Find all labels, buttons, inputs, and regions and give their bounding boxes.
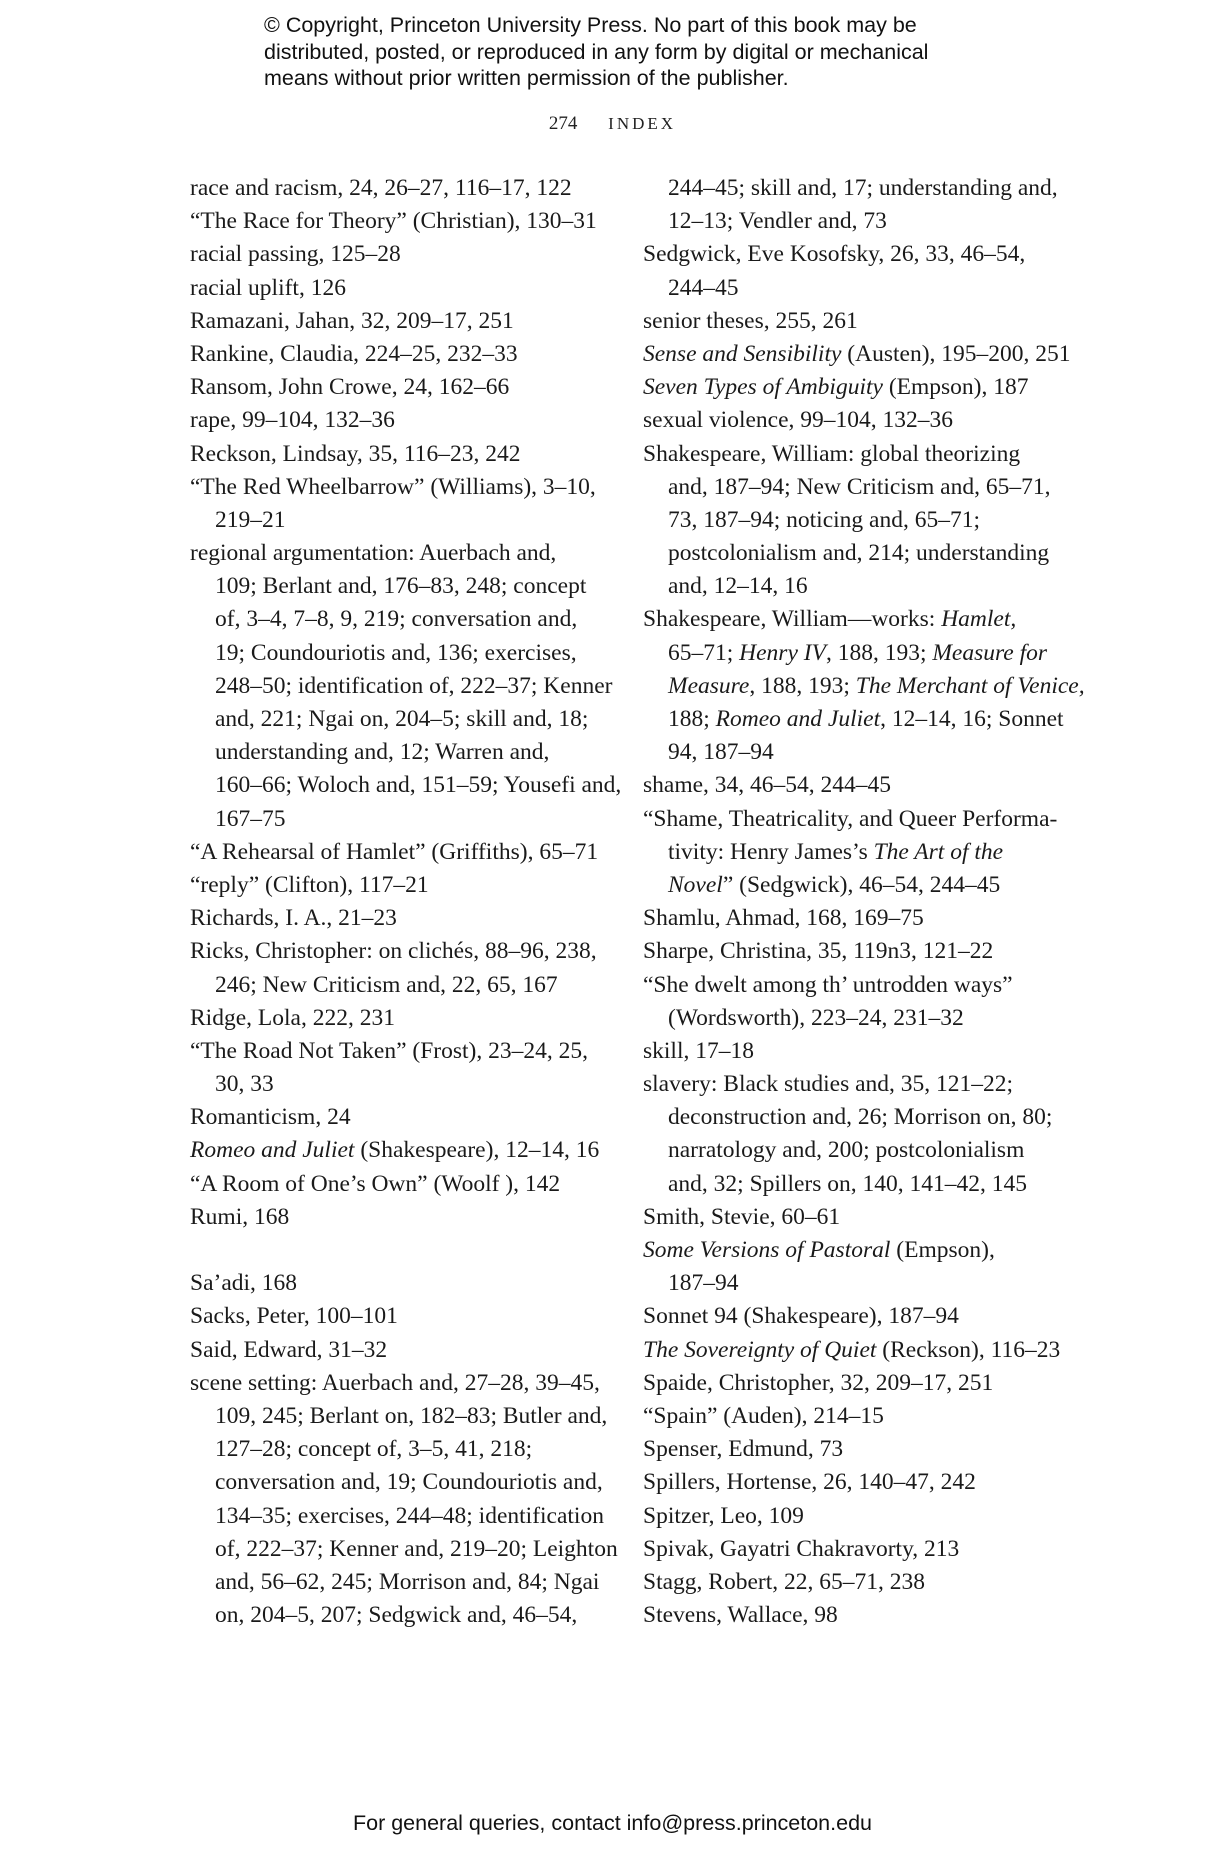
index-entry-text: slavery: Black studies and, 35, 121–22; (643, 1071, 1014, 1098)
index-entry-text: Spenser, Edmund, 73 (643, 1436, 844, 1463)
index-entry-text: “A Room of One’s Own” (Woolf ), 142 (190, 1170, 561, 1197)
index-title-italic: Seven Types of Ambiguity (643, 374, 883, 401)
index-entry-line (643, 1168, 1063, 1201)
index-column-right (643, 172, 1085, 1632)
page-number: 274 (548, 113, 578, 134)
index-entry-line (190, 1400, 620, 1433)
index-entry-text: of, 222–37; Kenner and, 219–20; Leighton (215, 1535, 618, 1562)
index-entry-text: Ransom, John Crowe, 24, 162–66 (190, 374, 510, 401)
index-entry-text: , 188, 193; (825, 639, 933, 666)
index-entry-line (190, 172, 620, 205)
index-entry-text: 187–94 (668, 1270, 739, 1297)
index-entry-line (190, 272, 620, 305)
index-entry-text: Rankine, Claudia, 224–25, 232–33 (190, 340, 518, 367)
index-entry-text: Ramazani, Jahan, 32, 209–17, 251 (190, 307, 514, 334)
index-entry-line (643, 1599, 1063, 1632)
index-entry-text: Rumi, 168 (190, 1203, 290, 1230)
index-entry-line (643, 338, 1071, 371)
index-entry-text: postcolonialism and, 214; understanding (668, 540, 1050, 567)
index-entry-line (643, 172, 1063, 205)
index-column-left (190, 172, 620, 1632)
index-entry-line (643, 371, 1063, 404)
index-entry-line (190, 1433, 620, 1466)
index-entry-line (643, 1533, 1063, 1566)
index-entry-text: (Empson), (890, 1237, 995, 1263)
index-entry-line (643, 836, 1063, 869)
index-entry-text: Smith, Stevie, 60–61 (643, 1203, 841, 1230)
index-entry-text: understanding and, 12; Warren and, (215, 739, 550, 766)
index-entry-line (190, 537, 620, 570)
index-entry-line (190, 1500, 620, 1533)
index-entry-text: and, 12–14, 16 (668, 573, 808, 600)
index-entry-line (190, 504, 620, 537)
index-entry-text: 219–21 (215, 506, 286, 533)
index-entry-line (643, 1300, 1063, 1333)
index-entry-text: and, 56–62, 245; Morrison and, 84; Ngai (215, 1568, 600, 1595)
index-entry-text: 188; (668, 706, 716, 732)
index-title-italic: Henry IV (739, 639, 826, 666)
index-entry-line (190, 438, 620, 471)
index-entry-text: (Reckson), 116–23 (876, 1336, 1061, 1363)
index-entry-line (190, 969, 620, 1002)
index-entry-line (643, 438, 1063, 471)
index-entry-text: Sedgwick, Eve Kosofsky, 26, 33, 46–54, (643, 241, 1026, 268)
index-entry-text: tivity: Henry James’s (668, 838, 874, 865)
copyright-notice (264, 12, 1024, 92)
index-entry-text: “Shame, Theatricality, and Queer Performa- (643, 805, 1058, 832)
index-entry-line (190, 570, 620, 603)
index-entry-line (190, 1101, 620, 1134)
index-entry-text: Stevens, Wallace, 98 (643, 1602, 838, 1629)
index-entry-text: and, 187–94; New Criticism and, 65–71, (668, 473, 1051, 500)
index-entry-text: regional argumentation: Auerbach and, (190, 540, 557, 567)
index-entry-text: racial uplift, 126 (190, 274, 346, 301)
index-entry-text: 94, 187–94 (668, 739, 774, 766)
footer-contact: For general queries, contact info@press.princeton.edu (352, 1811, 872, 1835)
index-entry-text: “The Red Wheelbarrow” (Williams), 3–10, (190, 473, 596, 500)
index-title-italic: Sense and Sensibility (643, 340, 842, 367)
index-entry-line (190, 471, 620, 504)
index-entry-line (643, 969, 1063, 1002)
index-entry-text: narratology and, 200; postcolonialism (668, 1137, 1025, 1164)
index-entry-text: Spivak, Gayatri Chakravorty, 213 (643, 1535, 960, 1562)
index-entry-line (190, 703, 620, 736)
index-entry-text: ” (Sedgwick), 46–54, 244–45 (722, 871, 1001, 898)
index-entry-text: on, 204–5, 207; Sedgwick and, 46–54, (215, 1602, 578, 1629)
index-entry-line (643, 1400, 1063, 1433)
index-entry-line (643, 769, 1063, 802)
index-title-italic: The Merchant of Venice, (855, 672, 1085, 699)
index-entry-line (643, 1267, 1063, 1300)
index-entry-text: Shamlu, Ahmad, 168, 169–75 (643, 905, 924, 932)
index-entry-line (190, 1035, 620, 1068)
index-entry-line (190, 1300, 620, 1333)
index-entry-text: Sonnet 94 (Shakespeare), 187–94 (643, 1303, 959, 1330)
index-entry-line (190, 371, 620, 404)
index-entry-line (190, 238, 620, 271)
index-title-italic: Romeo and Juliet (715, 706, 881, 732)
running-head (0, 113, 1225, 135)
index-entry-line (643, 305, 1063, 338)
index-entry-line (190, 869, 620, 902)
index-entry-text: (Empson), 187 (882, 374, 1029, 401)
index-entry-text: Reckson, Lindsay, 35, 116–23, 242 (190, 440, 521, 467)
index-entry-line (643, 803, 1063, 836)
index-entry-line (643, 1433, 1063, 1466)
index-entry-line (643, 603, 1063, 636)
index-entry-text: skill, 17–18 (643, 1037, 754, 1064)
index-entry-line (643, 272, 1063, 305)
index-entry-text: Sacks, Peter, 100–101 (190, 1303, 398, 1330)
index-entry-text: Richards, I. A., 21–23 (190, 905, 397, 932)
index-entry-text: 109; Berlant and, 176–83, 248; concept (215, 573, 587, 600)
index-entry-text: (Shakespeare), 12–14, 16 (354, 1137, 600, 1164)
index-title-italic: Novel (668, 871, 723, 898)
index-entry-line (643, 1500, 1063, 1533)
index-entry-line (643, 1068, 1063, 1101)
index-entry-line (190, 1367, 620, 1400)
index-entry-text: 19; Coundouriotis and, 136; exercises, (215, 639, 577, 666)
index-entry-text: 244–45 (668, 274, 739, 301)
index-entry-text: senior theses, 255, 261 (643, 307, 858, 334)
index-entry-line (190, 1267, 620, 1300)
index-entry-line (643, 1101, 1063, 1134)
index-entry-text: conversation and, 19; Coundouriotis and, (215, 1469, 603, 1496)
index-entry-line (643, 1234, 1063, 1267)
index-entry-line (643, 1466, 1063, 1499)
index-entry-text: 65–71; (668, 639, 740, 666)
index-entry-line (643, 902, 1063, 935)
index-entry-text: rape, 99–104, 132–36 (190, 407, 395, 434)
index-entry-text: “reply” (Clifton), 117–21 (190, 871, 429, 898)
index-entry-text: Sa’adi, 168 (190, 1270, 298, 1297)
index-entry-text: Shakespeare, William: global theorizing (643, 440, 1021, 467)
index-entry-line (190, 1566, 620, 1599)
index-entry-text: Ricks, Christopher: on clichés, 88–96, 238, (190, 938, 597, 965)
index-entry-text: “She dwelt among th’ untrodden ways” (643, 971, 1013, 998)
index-entry-line (190, 1168, 620, 1201)
index-entry-line (643, 1002, 1063, 1035)
index-entry-text: , 12–14, 16; Sonnet (880, 706, 1064, 732)
index-entry-line (643, 703, 1063, 736)
index-entry-line (190, 1002, 620, 1035)
index-entry-line (190, 670, 620, 703)
index-entry-text: Romanticism, 24 (190, 1104, 351, 1131)
index-entry-text: (Austen), 195–200, 251 (841, 340, 1071, 367)
index-entry-text: 160–66; Woloch and, 151–59; Yousefi and, (215, 772, 622, 799)
index-entry-text: racial passing, 125–28 (190, 241, 401, 268)
index-entry-line (643, 570, 1063, 603)
index-entry-text: Said, Edward, 31–32 (190, 1336, 388, 1363)
index-entry-text: Shakespeare, William—works: (643, 606, 942, 633)
index-entry-line (190, 205, 620, 238)
index-entry-text: sexual violence, 99–104, 132–36 (643, 407, 954, 434)
index-entry-line (643, 869, 1063, 902)
index-entry-text: Spitzer, Leo, 109 (643, 1502, 804, 1529)
index-entry-text: 246; New Criticism and, 22, 65, 167 (215, 971, 558, 998)
copyright-line: distributed, posted, or reproduced in any form by digital or mechanical (264, 39, 929, 64)
index-entry-text: and, 221; Ngai on, 204–5; skill and, 18; (215, 706, 589, 732)
index-entry-text: 109, 245; Berlant on, 182–83; Butler and, (215, 1402, 608, 1429)
index-entry-text: Stagg, Robert, 22, 65–71, 238 (643, 1568, 925, 1595)
index-entry-line (190, 338, 620, 371)
index-entry-line (190, 1201, 620, 1234)
index-entry-line (190, 305, 620, 338)
index-entry-text: 248–50; identification of, 222–37; Kenner (215, 672, 613, 699)
index-section-gap (190, 1234, 620, 1267)
index-title-italic: Romeo and Juliet (190, 1137, 355, 1164)
index-entry-text: deconstruction and, 26; Morrison on, 80; (668, 1104, 1053, 1131)
index-entry-line (190, 1533, 620, 1566)
index-entry-text: Sharpe, Christina, 35, 119n3, 121–22 (643, 938, 994, 965)
index-entry-line (190, 1334, 620, 1367)
index-entry-line (643, 1134, 1063, 1167)
index-entry-text: of, 3–4, 7–8, 9, 219; conversation and, (215, 606, 578, 633)
index-entry-line (643, 504, 1063, 537)
index-entry-line (643, 935, 1063, 968)
index-entry-text: 127–28; concept of, 3–5, 41, 218; (215, 1436, 533, 1463)
index-entry-line (190, 1134, 620, 1167)
index-entry-line (190, 902, 620, 935)
index-entry-text: scene setting: Auerbach and, 27–28, 39–45, (190, 1369, 600, 1396)
index-entry-text: 12–13; Vendler and, 73 (668, 208, 887, 235)
index-entry-text: race and racism, 24, 26–27, 116–17, 122 (190, 175, 572, 201)
index-entry-text: 30, 33 (215, 1071, 274, 1098)
index-entry-text: “The Race for Theory” (Christian), 130–31 (190, 208, 597, 235)
index-title-italic: Measure (668, 672, 750, 699)
index-entry-line (190, 803, 620, 836)
index-entry-line (643, 205, 1063, 238)
index-entry-text: 134–35; exercises, 244–48; identification (215, 1502, 604, 1529)
index-title-italic: Hamlet, (941, 606, 1017, 633)
index-entry-text: “A Rehearsal of Hamlet” (Griffiths), 65–71 (190, 838, 599, 865)
index-entry-line (643, 1334, 1063, 1367)
index-entry-text: shame, 34, 46–54, 244–45 (643, 772, 892, 799)
index-entry-text: , 188, 193; (749, 672, 856, 699)
index-entry-line (190, 404, 620, 437)
index-entry-text: Ridge, Lola, 222, 231 (190, 1004, 395, 1031)
index-entry-text: (Wordsworth), 223–24, 231–32 (668, 1004, 964, 1031)
index-entry-text: 244–45; skill and, 17; understanding and, (668, 175, 1058, 201)
index-entry-line (190, 836, 620, 869)
index-entry-text: and, 32; Spillers on, 140, 141–42, 145 (668, 1170, 1028, 1197)
index-entry-text: “Spain” (Auden), 214–15 (643, 1402, 884, 1429)
index-title-italic: The Art of the (873, 838, 1004, 865)
index-entry-line (643, 1201, 1063, 1234)
index-entry-text: Spaide, Christopher, 32, 209–17, 251 (643, 1369, 994, 1396)
copyright-line: © Copyright, Princeton University Press. No part of this book may be (264, 13, 917, 37)
index-entry-line (190, 603, 620, 636)
index-entry-line (643, 736, 1063, 769)
index-entry-line (643, 637, 1063, 670)
index-entry-line (643, 537, 1063, 570)
index-entry-line (190, 935, 620, 968)
index-entry-line (643, 1367, 1063, 1400)
index-entry-line (643, 1566, 1063, 1599)
running-head-title: INDEX (608, 114, 677, 133)
index-entry-line (643, 471, 1063, 504)
index-title-italic: The Sovereignty of Quiet (643, 1336, 877, 1363)
index-entry-line (190, 637, 620, 670)
index-entry-line (190, 1599, 620, 1632)
index-title-italic: Some Versions of Pastoral (643, 1237, 891, 1263)
index-entry-text: “The Road Not Taken” (Frost), 23–24, 25, (190, 1037, 588, 1064)
index-entry-line (190, 769, 620, 802)
index-entry-line (643, 404, 1063, 437)
index-entry-text: Spillers, Hortense, 26, 140–47, 242 (643, 1469, 976, 1496)
index-entry-text: 167–75 (215, 805, 286, 832)
index-entry-line (643, 670, 1085, 703)
index-entry-line (190, 1068, 620, 1101)
index-entry-line (643, 1035, 1063, 1068)
index-entry-line (643, 238, 1063, 271)
index-entry-text: 73, 187–94; noticing and, 65–71; (668, 506, 981, 533)
index-title-italic: Measure for (932, 639, 1048, 666)
index-entry-line (190, 736, 620, 769)
copyright-line: means without prior written permission of the publisher. (264, 66, 789, 90)
index-entry-line (190, 1466, 620, 1499)
